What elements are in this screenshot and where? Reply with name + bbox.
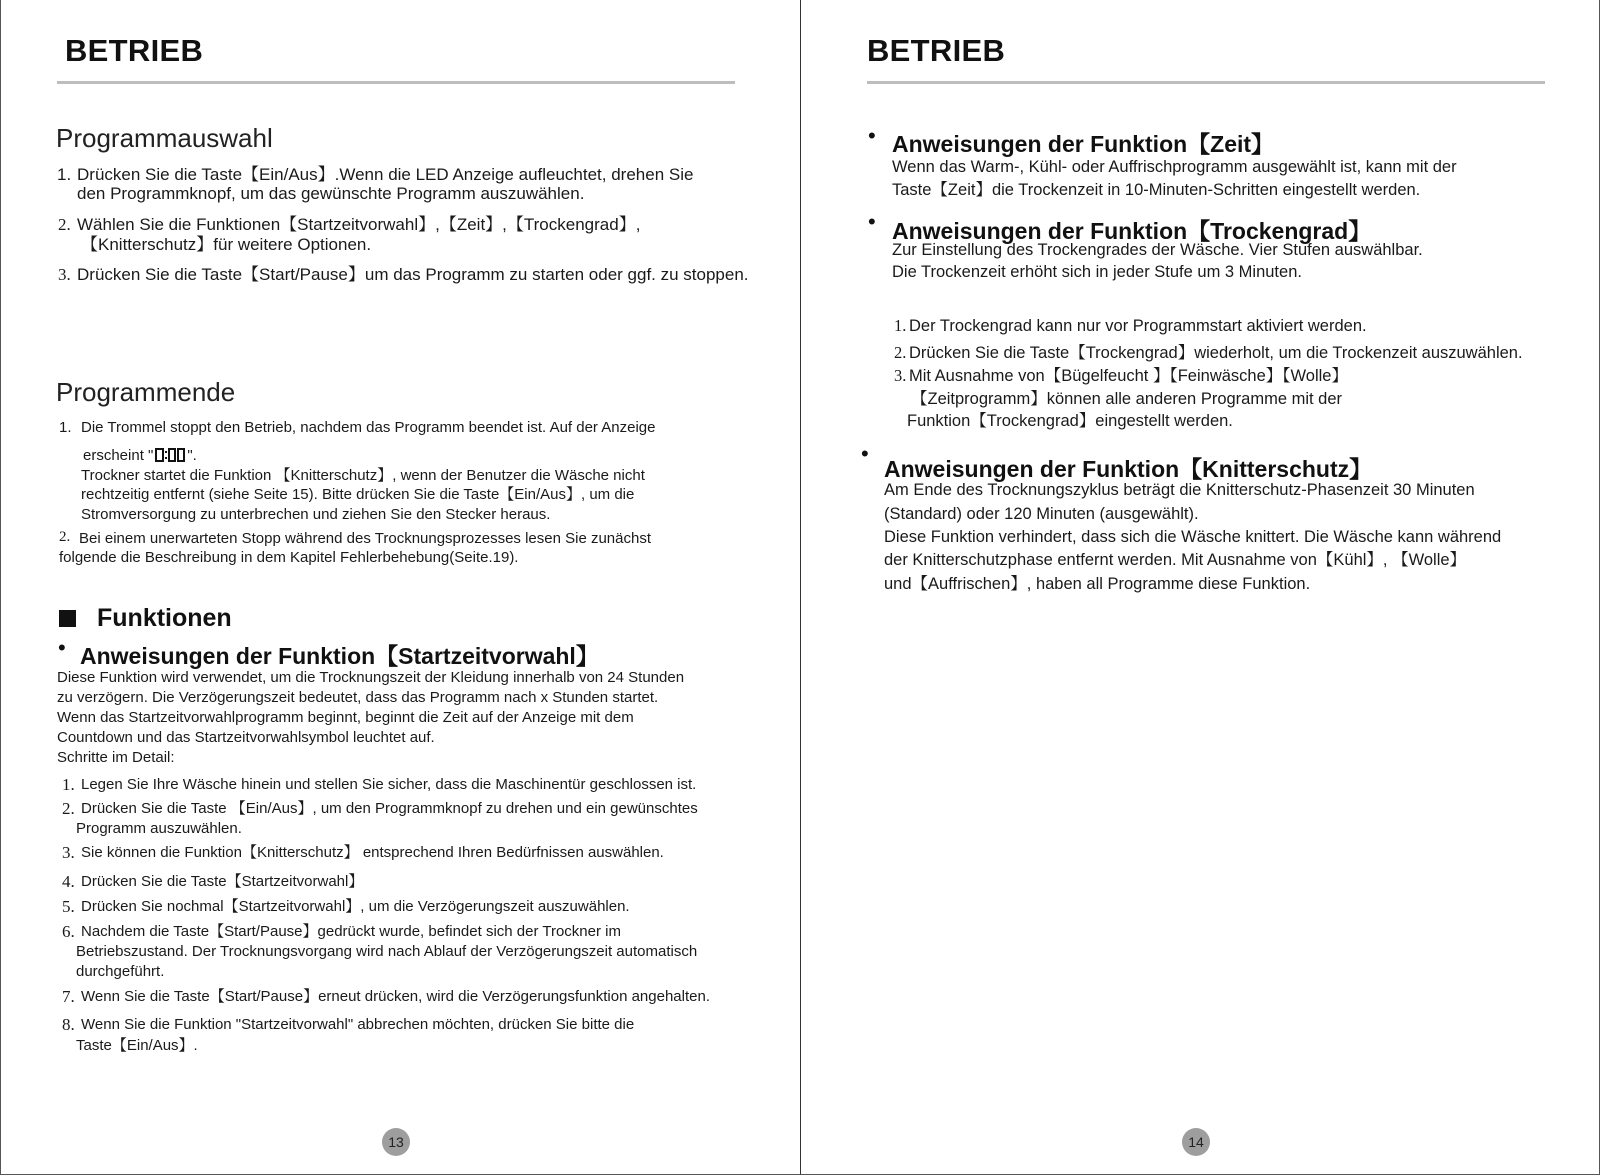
step-number: 8. bbox=[62, 1015, 75, 1034]
header-divider bbox=[867, 81, 1545, 84]
item-number: 3. bbox=[894, 366, 907, 385]
section-heading-funktionen: Funktionen bbox=[97, 604, 232, 632]
item-number: 2. bbox=[894, 343, 907, 362]
section-heading-programmende: Programmende bbox=[56, 377, 236, 407]
step-number: 5. bbox=[62, 897, 75, 916]
step-text: den Programmknopf, um das gewünschte Programm auszuwählen. bbox=[77, 184, 585, 203]
display-zero-icon bbox=[155, 448, 185, 462]
function-heading-trockengrad: Anweisungen der Funktion【Trockengrad】 bbox=[892, 218, 1372, 244]
step-text: 【Knitterschutz】für weitere Optionen. bbox=[81, 235, 372, 254]
step-number: 2. bbox=[62, 799, 75, 818]
bullet-icon: • bbox=[868, 123, 876, 148]
step-text: Drücken Sie die Taste 【Ein/Aus】, um den Programmknopf zu drehen und ein gewünschtes bbox=[81, 800, 698, 817]
step-text: Drücken Sie die Taste【Start/Pause】um das Programm zu starten oder ggf. zu stoppen. bbox=[77, 265, 749, 284]
step-text: Wenn Sie die Taste【Start/Pause】erneut drücken, wird die Verzögerungsfunktion angehalten. bbox=[81, 988, 710, 1005]
step-number: 3. bbox=[62, 843, 75, 862]
step-text: Wenn Sie die Funktion "Startzeitvorwahl" abbrechen möchten, drücken Sie bitte die bbox=[81, 1016, 635, 1033]
section-heading-programmauswahl: Programmauswahl bbox=[56, 123, 273, 153]
step-number: 6. bbox=[62, 922, 75, 941]
function-heading-zeit: Anweisungen der Funktion【Zeit】 bbox=[892, 131, 1275, 157]
step-text: Betriebszustand. Der Trocknungsvorgang wird nach Ablauf der Verzögerungszeit automatisch bbox=[76, 943, 698, 960]
item-text: Drücken Sie die Taste【Trockengrad】wiederholt, um die Trockenzeit auszuwählen. bbox=[909, 344, 1523, 362]
item-text: ". bbox=[187, 447, 197, 464]
bullet-icon: • bbox=[58, 635, 66, 660]
step-text: Nachdem die Taste【Start/Pause】gedrückt wurde, befindet sich der Trockner im bbox=[81, 923, 621, 940]
item-text: Stromversorgung zu unterbrechen und ziehen Sie den Stecker heraus. bbox=[81, 506, 551, 523]
page-number: 14 bbox=[1182, 1128, 1210, 1156]
page-right bbox=[800, 0, 1600, 1175]
header-divider bbox=[57, 81, 735, 84]
item-number: 1. bbox=[894, 316, 907, 335]
step-number: 7. bbox=[62, 987, 75, 1006]
paragraph-line: und【Auffrischen】, haben all Programme diese Funktion. bbox=[884, 575, 1311, 593]
bullet-icon: • bbox=[861, 441, 869, 466]
page-number: 13 bbox=[382, 1128, 410, 1156]
paragraph-line: Wenn das Warm-, Kühl- oder Auffrischprogramm ausgewählt ist, kann mit der bbox=[892, 158, 1457, 176]
paragraph-line: Diese Funktion wird verwendet, um die Trocknungszeit der Kleidung innerhalb von 24 Stunden bbox=[57, 669, 685, 686]
paragraph-line: Taste【Zeit】die Trockenzeit in 10-Minuten-Schritten eingestellt werden. bbox=[892, 181, 1421, 199]
item-text: Der Trockengrad kann nur vor Programmstart aktiviert werden. bbox=[909, 317, 1367, 335]
step-number: 1. bbox=[57, 165, 72, 184]
paragraph-line: Schritte im Detail: bbox=[57, 749, 175, 766]
item-text: erscheint " bbox=[83, 447, 154, 464]
step-text: Programm auszuwählen. bbox=[76, 820, 242, 837]
item-text: Funktion【Trockengrad】eingestellt werden. bbox=[907, 412, 1233, 430]
step-text: Legen Sie Ihre Wäsche hinein und stellen Sie sicher, dass die Maschinentür geschlossen ist. bbox=[81, 776, 697, 793]
function-heading-startzeitvorwahl: Anweisungen der Funktion【Startzeitvorwahl】 bbox=[80, 643, 599, 669]
step-number: 3. bbox=[58, 265, 71, 284]
step-text: Drücken Sie die Taste【Ein/Aus】.Wenn die LED Anzeige aufleuchtet, drehen Sie bbox=[77, 165, 694, 184]
page-header-title: BETRIEB bbox=[867, 33, 1006, 68]
paragraph-line: Zur Einstellung des Trockengrades der Wäsche. Vier Stufen auswählbar. bbox=[892, 241, 1423, 259]
step-text: durchgeführt. bbox=[76, 963, 165, 980]
item-text: folgende die Beschreibung in dem Kapitel Fehlerbehebung(Seite.19). bbox=[59, 549, 519, 566]
paragraph-line: der Knitterschutzphase entfernt werden. Mit Ausnahme von【Kühl】, 【Wolle】 bbox=[884, 551, 1467, 569]
item-text: Trockner startet die Funktion 【Knitterschutz】, wenn der Benutzer die Wäsche nicht bbox=[81, 467, 645, 484]
step-text: Wählen Sie die Funktionen【Startzeitvorwahl】,【Zeit】,【Trockengrad】, bbox=[77, 215, 641, 234]
step-text: Drücken Sie die Taste【Startzeitvorwahl】 bbox=[81, 873, 364, 890]
step-text: Sie können die Funktion【Knitterschutz】 entsprechend Ihren Bedürfnissen auswählen. bbox=[81, 844, 664, 861]
step-text: Drücken Sie nochmal【Startzeitvorwahl】, um die Verzögerungszeit auszuwählen. bbox=[81, 898, 630, 915]
paragraph-line: Wenn das Startzeitvorwahlprogramm beginnt, beginnt die Zeit auf der Anzeige mit dem bbox=[57, 709, 634, 726]
square-bullet-icon bbox=[59, 610, 76, 627]
function-heading-knitterschutz: Anweisungen der Funktion【Knitterschutz】 bbox=[884, 456, 1373, 482]
item-text-display-line bbox=[83, 446, 197, 466]
paragraph-line: zu verzögern. Die Verzögerungszeit bedeutet, dass das Programm nach x Stunden startet. bbox=[57, 689, 659, 706]
step-number: 1. bbox=[62, 775, 75, 794]
paragraph-line: Die Trockenzeit erhöht sich in jeder Stufe um 3 Minuten. bbox=[892, 263, 1302, 281]
paragraph-line: Diese Funktion verhindert, dass sich die Wäsche knittert. Die Wäsche kann während bbox=[884, 528, 1502, 546]
bullet-icon: • bbox=[868, 209, 876, 234]
page-header-title: BETRIEB bbox=[65, 33, 204, 68]
item-number: 1. bbox=[59, 419, 72, 436]
step-number: 4. bbox=[62, 872, 75, 891]
paragraph-line: Am Ende des Trocknungszyklus beträgt die Knitterschutz-Phasenzeit 30 Minuten bbox=[884, 481, 1475, 499]
item-text: 【Zeitprogramm】können alle anderen Programme mit der bbox=[911, 390, 1343, 408]
item-number: 2. bbox=[59, 529, 71, 545]
step-text: Taste【Ein/Aus】. bbox=[76, 1037, 198, 1054]
item-text: Bei einem unerwarteten Stopp während des Trocknungsprozesses lesen Sie zunächst bbox=[79, 530, 651, 547]
step-number: 2. bbox=[58, 215, 71, 234]
paragraph-line: Countdown und das Startzeitvorwahlsymbol leuchtet auf. bbox=[57, 729, 435, 746]
item-text: rechtzeitig entfernt (siehe Seite 15). Bitte drücken Sie die Taste【Ein/Aus】, um die bbox=[81, 486, 635, 503]
paragraph-line: (Standard) oder 120 Minuten (ausgewählt). bbox=[884, 505, 1199, 523]
item-text: Die Trommel stoppt den Betrieb, nachdem das Programm beendet ist. Auf der Anzeige bbox=[81, 419, 656, 436]
item-text: Mit Ausnahme von【Bügelfeucht 】【Feinwäsche】【Wolle】 bbox=[909, 367, 1348, 385]
